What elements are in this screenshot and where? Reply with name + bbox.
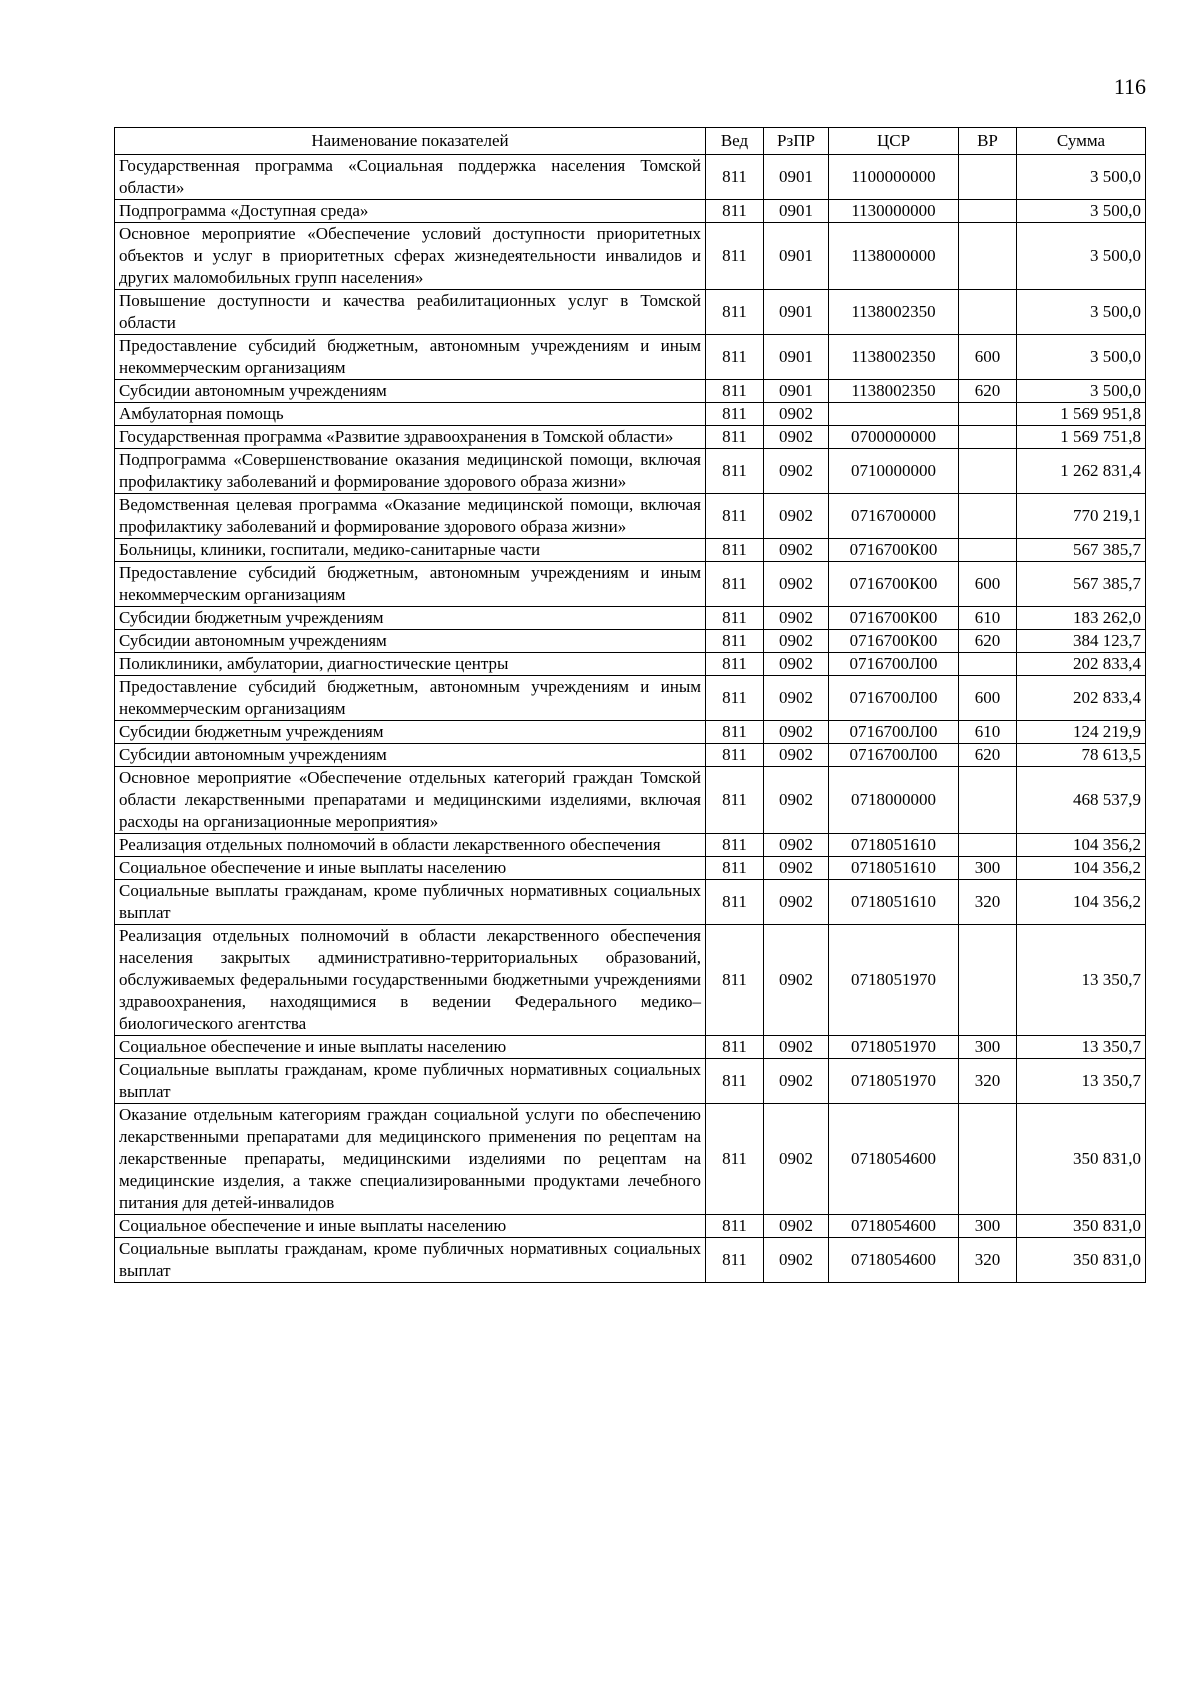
cell-rzpr: 0902: [764, 653, 829, 676]
cell-rzpr: 0902: [764, 1215, 829, 1238]
cell-ved: 811: [706, 562, 764, 607]
cell-vr: 300: [959, 857, 1017, 880]
table-row: [115, 925, 1146, 1036]
budget-table: [114, 127, 1146, 1283]
cell-sum: 3 500,0: [1017, 380, 1146, 403]
table-row: [115, 290, 1146, 335]
header-ved: Вед: [706, 128, 764, 155]
cell-csr: 0718051610: [829, 834, 959, 857]
cell-vr: 320: [959, 880, 1017, 925]
table-row: [115, 449, 1146, 494]
cell-csr: 0716700К00: [829, 630, 959, 653]
cell-name: Ведомственная целевая программа «Оказание медицинской помощи, включая профилактику заболеваний и формирование здорового образа жизни»: [115, 494, 706, 539]
cell-name: Амбулаторная помощь: [115, 403, 706, 426]
table-row: [115, 834, 1146, 857]
cell-csr: 0716700Л00: [829, 676, 959, 721]
cell-ved: 811: [706, 403, 764, 426]
table-row: [115, 403, 1146, 426]
cell-csr: 0718054600: [829, 1238, 959, 1283]
cell-vr: 620: [959, 380, 1017, 403]
table-row: [115, 767, 1146, 834]
cell-vr: 320: [959, 1059, 1017, 1104]
cell-csr: 0718051970: [829, 1059, 959, 1104]
cell-vr: 620: [959, 630, 1017, 653]
cell-name: Социальное обеспечение и иные выплаты населению: [115, 1036, 706, 1059]
cell-sum: 104 356,2: [1017, 834, 1146, 857]
cell-vr: [959, 426, 1017, 449]
cell-sum: 567 385,7: [1017, 539, 1146, 562]
cell-name: Повышение доступности и качества реабилитационных услуг в Томской области: [115, 290, 706, 335]
cell-ved: 811: [706, 744, 764, 767]
cell-ved: 811: [706, 925, 764, 1036]
table-row: [115, 200, 1146, 223]
table-row: [115, 539, 1146, 562]
cell-csr: 0718000000: [829, 767, 959, 834]
cell-rzpr: 0901: [764, 200, 829, 223]
cell-csr: 1138002350: [829, 380, 959, 403]
cell-csr: 0716700К00: [829, 562, 959, 607]
cell-sum: 350 831,0: [1017, 1238, 1146, 1283]
table-row: [115, 494, 1146, 539]
cell-sum: 1 569 951,8: [1017, 403, 1146, 426]
cell-vr: [959, 653, 1017, 676]
cell-ved: 811: [706, 1059, 764, 1104]
table-row: [115, 676, 1146, 721]
cell-ved: 811: [706, 1036, 764, 1059]
table-row: [115, 744, 1146, 767]
cell-csr: 0716700Л00: [829, 653, 959, 676]
table-row: [115, 562, 1146, 607]
cell-name: Реализация отдельных полномочий в области лекарственного обеспечения: [115, 834, 706, 857]
cell-sum: 202 833,4: [1017, 676, 1146, 721]
cell-rzpr: 0902: [764, 1036, 829, 1059]
cell-name: Оказание отдельным категориям граждан социальной услуги по обеспечению лекарственными препаратами для медицинского применения по рецептам на лекарственные препараты, медицинскими изделиями по рецептам на медицинские изделия, а также специализированными продуктами лечебного питания для детей-инвалидов: [115, 1104, 706, 1215]
cell-ved: 811: [706, 449, 764, 494]
cell-sum: 350 831,0: [1017, 1215, 1146, 1238]
table-row: [115, 155, 1146, 200]
cell-rzpr: 0902: [764, 767, 829, 834]
cell-vr: [959, 290, 1017, 335]
table-row: [115, 335, 1146, 380]
cell-ved: 811: [706, 767, 764, 834]
cell-vr: 600: [959, 676, 1017, 721]
cell-sum: 350 831,0: [1017, 1104, 1146, 1215]
cell-rzpr: 0902: [764, 1059, 829, 1104]
cell-csr: 0718051610: [829, 880, 959, 925]
table-row: [115, 607, 1146, 630]
cell-vr: [959, 767, 1017, 834]
cell-sum: 13 350,7: [1017, 1036, 1146, 1059]
header-sum: Сумма: [1017, 128, 1146, 155]
cell-csr: 0716700К00: [829, 539, 959, 562]
table-row: [115, 1238, 1146, 1283]
cell-name: Субсидии автономным учреждениям: [115, 380, 706, 403]
cell-vr: [959, 449, 1017, 494]
cell-csr: 0716700Л00: [829, 721, 959, 744]
header-name: Наименование показателей: [115, 128, 706, 155]
cell-sum: 104 356,2: [1017, 857, 1146, 880]
cell-name: Предоставление субсидий бюджетным, автономным учреждениям и иным некоммерческим организациям: [115, 676, 706, 721]
table-row: [115, 380, 1146, 403]
table-row: [115, 1215, 1146, 1238]
cell-vr: [959, 155, 1017, 200]
cell-rzpr: 0902: [764, 834, 829, 857]
cell-sum: 13 350,7: [1017, 1059, 1146, 1104]
cell-vr: [959, 834, 1017, 857]
table-row: [115, 1036, 1146, 1059]
header-rzpr: РзПР: [764, 128, 829, 155]
cell-ved: 811: [706, 857, 764, 880]
table-row: [115, 223, 1146, 290]
cell-csr: 0710000000: [829, 449, 959, 494]
cell-csr: 1138002350: [829, 290, 959, 335]
cell-csr: 1138002350: [829, 335, 959, 380]
cell-name: Реализация отдельных полномочий в области лекарственного обеспечения населения закрытых административно-территориальных образований, обслуживаемых федеральными государственными бюджетными учреждениями здравоохранения, находящимися в ведении Федерального медико–биологического агентства: [115, 925, 706, 1036]
table-row: [115, 857, 1146, 880]
cell-sum: 202 833,4: [1017, 653, 1146, 676]
cell-csr: 0718051970: [829, 925, 959, 1036]
cell-rzpr: 0901: [764, 380, 829, 403]
cell-vr: [959, 223, 1017, 290]
header-csr: ЦСР: [829, 128, 959, 155]
cell-name: Подпрограмма «Совершенствование оказания медицинской помощи, включая профилактику заболеваний и формирование здорового образа жизни»: [115, 449, 706, 494]
cell-sum: 3 500,0: [1017, 155, 1146, 200]
cell-rzpr: 0902: [764, 426, 829, 449]
page-number: 116: [1113, 74, 1146, 99]
cell-csr: 0718051970: [829, 1036, 959, 1059]
cell-vr: 300: [959, 1036, 1017, 1059]
cell-name: Предоставление субсидий бюджетным, автономным учреждениям и иным некоммерческим организациям: [115, 562, 706, 607]
cell-ved: 811: [706, 380, 764, 403]
cell-rzpr: 0901: [764, 335, 829, 380]
cell-vr: 320: [959, 1238, 1017, 1283]
cell-vr: 610: [959, 721, 1017, 744]
cell-name: Социальные выплаты гражданам, кроме публичных нормативных социальных выплат: [115, 1238, 706, 1283]
table-row: [115, 653, 1146, 676]
cell-ved: 811: [706, 607, 764, 630]
cell-sum: 468 537,9: [1017, 767, 1146, 834]
cell-vr: 600: [959, 562, 1017, 607]
cell-rzpr: 0901: [764, 290, 829, 335]
cell-vr: [959, 494, 1017, 539]
cell-csr: 0716700000: [829, 494, 959, 539]
cell-csr: 0716700К00: [829, 607, 959, 630]
cell-csr: 0718051610: [829, 857, 959, 880]
cell-ved: 811: [706, 1104, 764, 1215]
cell-sum: 567 385,7: [1017, 562, 1146, 607]
cell-sum: 3 500,0: [1017, 335, 1146, 380]
cell-sum: 1 262 831,4: [1017, 449, 1146, 494]
cell-ved: 811: [706, 200, 764, 223]
cell-csr: 1138000000: [829, 223, 959, 290]
table-row: [115, 880, 1146, 925]
cell-ved: 811: [706, 653, 764, 676]
cell-rzpr: 0902: [764, 1238, 829, 1283]
cell-name: Государственная программа «Социальная поддержка населения Томской области»: [115, 155, 706, 200]
cell-name: Социальное обеспечение и иные выплаты населению: [115, 857, 706, 880]
cell-vr: [959, 1104, 1017, 1215]
cell-ved: 811: [706, 880, 764, 925]
cell-ved: 811: [706, 494, 764, 539]
cell-rzpr: 0902: [764, 403, 829, 426]
cell-rzpr: 0902: [764, 857, 829, 880]
cell-vr: 620: [959, 744, 1017, 767]
cell-sum: 3 500,0: [1017, 290, 1146, 335]
cell-sum: 384 123,7: [1017, 630, 1146, 653]
cell-rzpr: 0901: [764, 223, 829, 290]
cell-sum: 78 613,5: [1017, 744, 1146, 767]
cell-vr: 300: [959, 1215, 1017, 1238]
cell-rzpr: 0902: [764, 925, 829, 1036]
cell-ved: 811: [706, 676, 764, 721]
cell-ved: 811: [706, 155, 764, 200]
cell-csr: 1130000000: [829, 200, 959, 223]
table-row: [115, 630, 1146, 653]
cell-name: Подпрограмма «Доступная среда»: [115, 200, 706, 223]
cell-vr: 610: [959, 607, 1017, 630]
cell-name: Основное мероприятие «Обеспечение условий доступности приоритетных объектов и услуг в приоритетных сферах жизнедеятельности инвалидов и других маломобильных групп населения»: [115, 223, 706, 290]
cell-name: Государственная программа «Развитие здравоохранения в Томской области»: [115, 426, 706, 449]
cell-ved: 811: [706, 290, 764, 335]
cell-ved: 811: [706, 1238, 764, 1283]
cell-ved: 811: [706, 630, 764, 653]
cell-rzpr: 0902: [764, 562, 829, 607]
cell-ved: 811: [706, 721, 764, 744]
cell-name: Субсидии автономным учреждениям: [115, 630, 706, 653]
cell-rzpr: 0902: [764, 494, 829, 539]
cell-csr: 1100000000: [829, 155, 959, 200]
cell-vr: 600: [959, 335, 1017, 380]
cell-csr: 0716700Л00: [829, 744, 959, 767]
cell-csr: [829, 403, 959, 426]
cell-name: Субсидии бюджетным учреждениям: [115, 607, 706, 630]
cell-rzpr: 0902: [764, 449, 829, 494]
cell-ved: 811: [706, 426, 764, 449]
table-row: [115, 426, 1146, 449]
cell-ved: 811: [706, 223, 764, 290]
cell-sum: 104 356,2: [1017, 880, 1146, 925]
cell-rzpr: 0902: [764, 539, 829, 562]
cell-name: Субсидии автономным учреждениям: [115, 744, 706, 767]
table-body: [115, 155, 1146, 1283]
cell-rzpr: 0902: [764, 744, 829, 767]
cell-name: Основное мероприятие «Обеспечение отдельных категорий граждан Томской области лекарственными препаратами и медицинскими изделиями, включая расходы на организационные мероприятия»: [115, 767, 706, 834]
cell-ved: 811: [706, 539, 764, 562]
cell-sum: 183 262,0: [1017, 607, 1146, 630]
cell-sum: 13 350,7: [1017, 925, 1146, 1036]
cell-ved: 811: [706, 834, 764, 857]
cell-vr: [959, 200, 1017, 223]
cell-csr: 0718054600: [829, 1215, 959, 1238]
cell-ved: 811: [706, 335, 764, 380]
cell-name: Социальное обеспечение и иные выплаты населению: [115, 1215, 706, 1238]
cell-csr: 0700000000: [829, 426, 959, 449]
cell-vr: [959, 403, 1017, 426]
cell-vr: [959, 539, 1017, 562]
cell-rzpr: 0902: [764, 880, 829, 925]
cell-sum: 3 500,0: [1017, 200, 1146, 223]
table-row: [115, 1104, 1146, 1215]
cell-name: Социальные выплаты гражданам, кроме публичных нормативных социальных выплат: [115, 1059, 706, 1104]
cell-sum: 1 569 751,8: [1017, 426, 1146, 449]
cell-name: Предоставление субсидий бюджетным, автономным учреждениям и иным некоммерческим организациям: [115, 335, 706, 380]
header-vr: ВР: [959, 128, 1017, 155]
cell-name: Субсидии бюджетным учреждениям: [115, 721, 706, 744]
table-row: [115, 1059, 1146, 1104]
cell-sum: 124 219,9: [1017, 721, 1146, 744]
cell-rzpr: 0902: [764, 676, 829, 721]
cell-ved: 811: [706, 1215, 764, 1238]
cell-name: Больницы, клиники, госпитали, медико-санитарные части: [115, 539, 706, 562]
cell-rzpr: 0901: [764, 155, 829, 200]
table-row: [115, 721, 1146, 744]
cell-rzpr: 0902: [764, 607, 829, 630]
cell-name: Социальные выплаты гражданам, кроме публичных нормативных социальных выплат: [115, 880, 706, 925]
cell-rzpr: 0902: [764, 721, 829, 744]
table-header-row: [115, 128, 1146, 155]
cell-rzpr: 0902: [764, 630, 829, 653]
cell-csr: 0718054600: [829, 1104, 959, 1215]
cell-sum: 770 219,1: [1017, 494, 1146, 539]
cell-name: Поликлиники, амбулатории, диагностические центры: [115, 653, 706, 676]
cell-sum: 3 500,0: [1017, 223, 1146, 290]
cell-vr: [959, 925, 1017, 1036]
cell-rzpr: 0902: [764, 1104, 829, 1215]
